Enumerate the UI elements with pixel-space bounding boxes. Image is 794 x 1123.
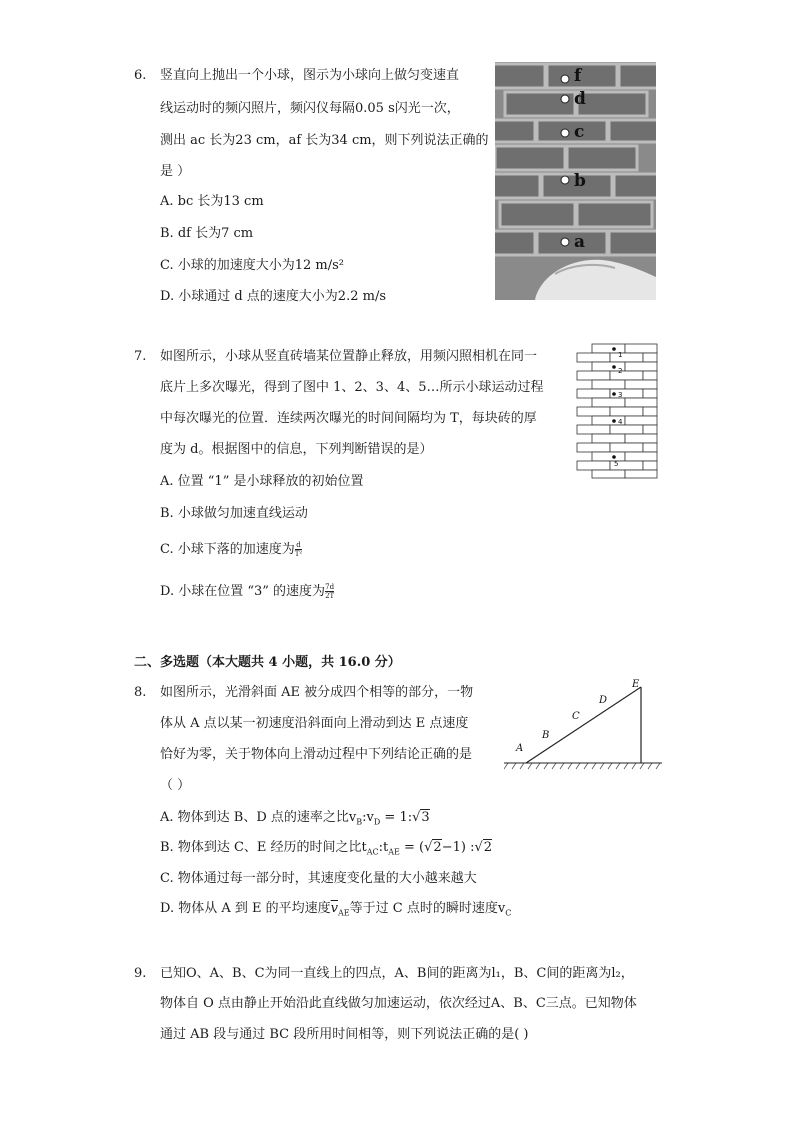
q6-stem-line: 是 ）: [160, 164, 191, 179]
photo-label: d: [574, 89, 586, 109]
q8-option-b[interactable]: B. 物体到达 C、E 经历的时间之比$t_{AC}:t_{AE} = (√2-1)$ :√2: [160, 840, 493, 857]
position-label: 3: [618, 391, 623, 399]
photo-label: c: [574, 122, 585, 142]
brick-wall-diagram: [576, 343, 658, 479]
incline-diagram: [504, 677, 662, 772]
q6-option-d[interactable]: D. 小球通过 d 点的速度大小为2.2 m/s: [160, 289, 386, 304]
ball-a: [561, 238, 569, 246]
point-label: E: [632, 679, 640, 690]
point-label: D: [599, 695, 608, 706]
q6-stem-line: 测出 ac 长为23 cm，af 长为34 cm，则下列说法正确的: [160, 133, 489, 148]
q6-stem-line: 竖直向上抛出一个小球，图示为小球向上做匀变速直: [160, 68, 460, 83]
q7-option-b[interactable]: B. 小球做匀加速直线运动: [160, 506, 308, 521]
fraction-d-over-t2: $\frac{d}{\text{T²}}$: [294, 541, 303, 558]
position-dot: [612, 392, 616, 396]
q8-option-c[interactable]: C. 物体通过每一部分时，其速度变化量的大小越来越大: [160, 871, 477, 886]
position-dot: [612, 419, 616, 423]
position-label: 2: [618, 367, 623, 375]
q6-number: 6.: [134, 68, 147, 83]
q9-number: 9.: [134, 966, 147, 981]
q6-option-c[interactable]: C. 小球的加速度大小为12 m/s²: [160, 258, 345, 273]
position-dot: [612, 365, 616, 369]
brick-wall-photo: [495, 62, 656, 300]
position-dot: [612, 347, 616, 351]
q7-number: 7.: [134, 349, 147, 364]
ball-c: [561, 129, 569, 137]
q7-stem-line: 如图所示，小球从竖直砖墙某位置静止释放，用频闪照相机在同一: [160, 349, 538, 364]
q7-option-d-text: D. 小球在位置 “3” 的速度为: [160, 584, 326, 599]
q7-option-c[interactable]: [160, 541, 302, 558]
q7-stem-line: 底片上多次曝光，得到了图中 1、2、3、4、5…所示小球运动过程: [160, 380, 544, 395]
q8-option-d[interactable]: D. 物体从 A 到 E 的平均速度$\overline{v}_{AE}$等于过 C 点时的瞬时速度$v_C$: [160, 901, 512, 918]
q7-option-d[interactable]: [160, 583, 334, 600]
photo-label: f: [574, 66, 582, 86]
photo-label: b: [574, 171, 586, 191]
point-label: C: [572, 711, 580, 722]
q7-stem-line: 度为 d。根据图中的信息，下列判断错误的是）: [160, 442, 433, 457]
q8-stem-line: 体从 A 点以某一初速度沿斜面向上滑动到达 E 点速度: [160, 716, 469, 731]
position-label: 4: [618, 418, 623, 426]
q9-stem-line: 已知O、A、B、C为同一直线上的四点，A、B间的距离为l₁，B、C间的距离为l₂，: [160, 966, 634, 981]
position-label: 1: [618, 351, 623, 359]
fraction-7d-over-2t: $\frac{7d}{2T}$: [325, 583, 335, 600]
ball-b: [561, 176, 569, 184]
q8-stem-line: （ ）: [160, 778, 191, 793]
q7-option-a[interactable]: A. 位置 “1” 是小球释放的初始位置: [160, 474, 364, 489]
q8-stem-line: 恰好为零，关于物体向上滑动过程中下列结论正确的是: [160, 747, 473, 762]
photo-label: a: [574, 232, 586, 252]
point-label: B: [542, 730, 550, 741]
position-label: 5: [614, 460, 619, 468]
position-dot: [612, 455, 616, 459]
q6-option-b[interactable]: B. df 长为7 cm: [160, 226, 254, 241]
q9-stem-line: 通过 AB 段与通过 BC 段所用时间相等，则下列说法正确的是( ): [160, 1027, 529, 1042]
q7-stem-line: 中每次曝光的位置．连续两次曝光的时间间隔均为 T，每块砖的厚: [160, 411, 537, 426]
q8-stem-line: 如图所示，光滑斜面 AE 被分成四个相等的部分，一物: [160, 685, 474, 700]
q7-option-c-text: C. 小球下落的加速度为: [160, 542, 295, 557]
q9-stem-line: 物体自 O 点由静止开始沿此直线做匀加速运动，依次经过A、B、C三点。已知物体: [160, 996, 637, 1011]
ball-d: [561, 95, 569, 103]
incline-surface: [526, 687, 641, 763]
q6-option-a[interactable]: A. bc 长为13 cm: [160, 194, 264, 209]
q6-stem-line: 线运动时的频闪照片，频闪仪每隔0.05 s闪光一次，: [160, 101, 460, 116]
point-label: A: [516, 743, 524, 754]
q8-option-a[interactable]: A. 物体到达 B、D 点的速率之比$v_B:v_D$ = 1:√3: [160, 810, 430, 827]
ball-f: [561, 75, 569, 83]
section-heading: 二、多选题（本大题共 4 小题，共 16.0 分）: [134, 655, 401, 670]
q8-number: 8.: [134, 685, 147, 700]
